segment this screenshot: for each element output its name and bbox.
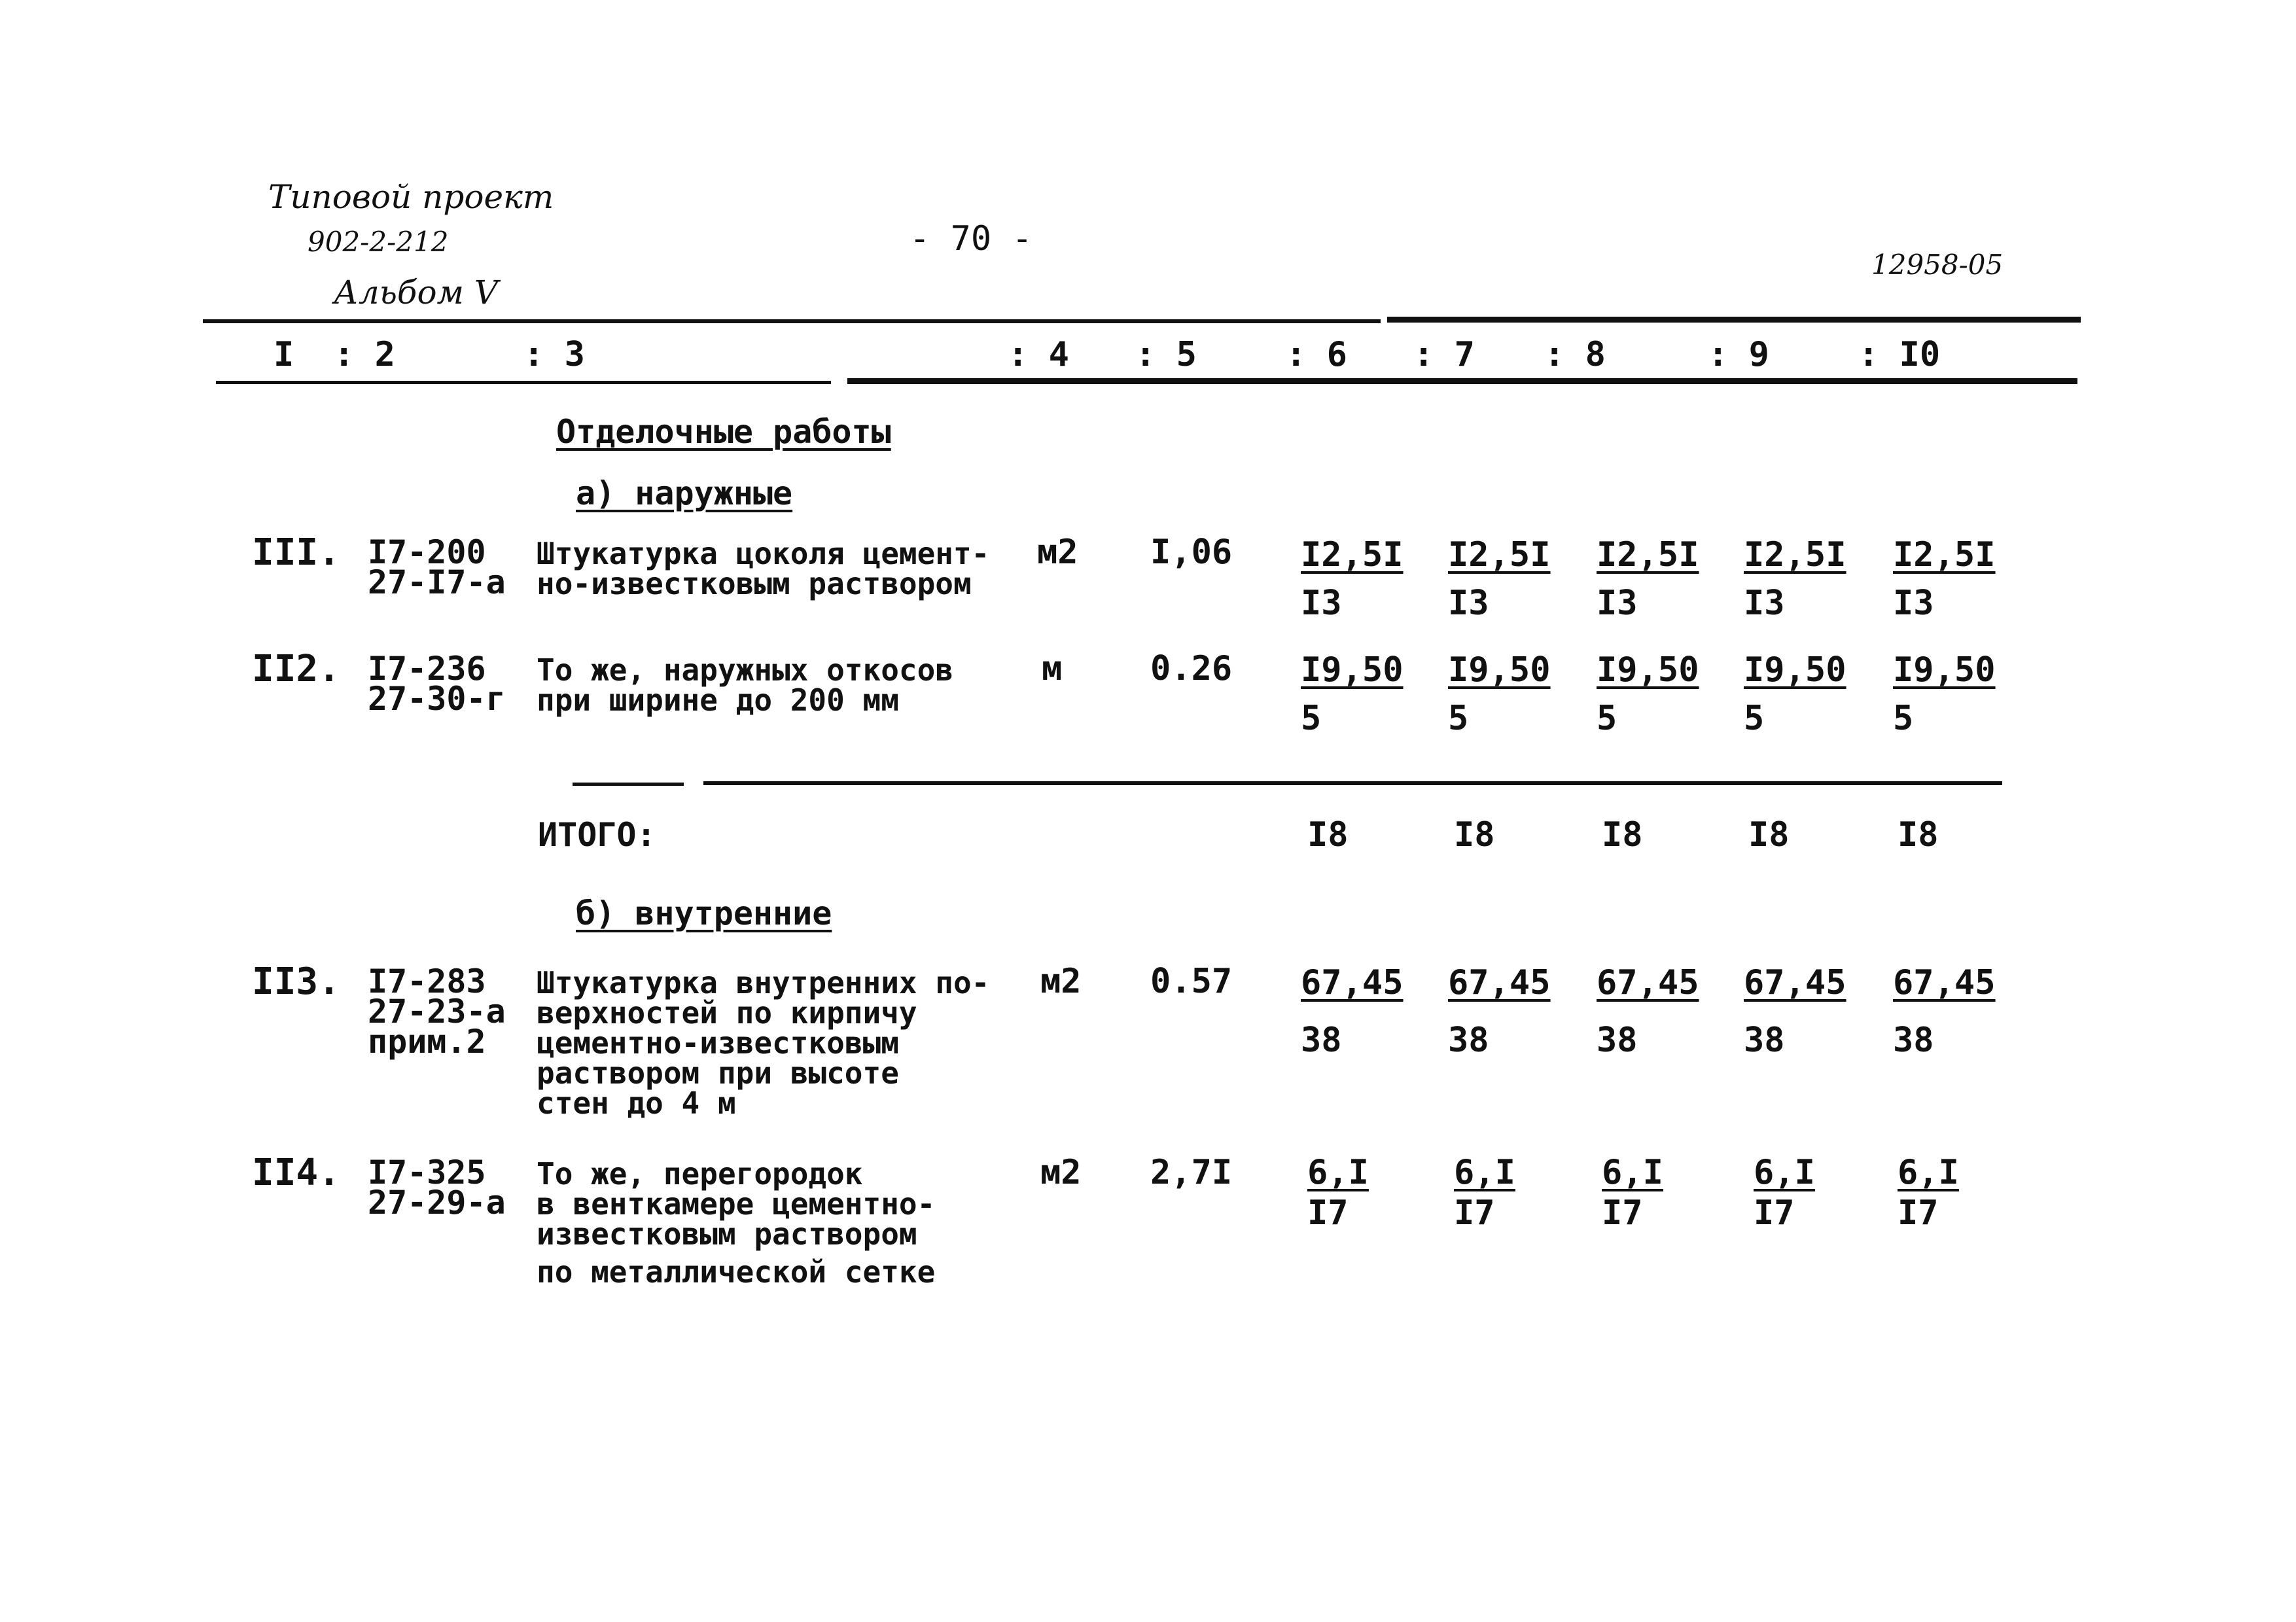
value-cell	[1744, 535, 1846, 623]
value-numerator: 6,I	[1898, 1153, 1959, 1192]
work-description-line: Штукатурка внутренних по-	[537, 965, 990, 1000]
column-header-3: : 3	[523, 335, 585, 374]
value-cell	[1602, 1153, 1663, 1233]
value-denominator: 38	[1597, 1021, 1638, 1060]
subtotal-rule-long	[703, 781, 2002, 785]
work-description-line: верхностей по кирпичу	[537, 995, 917, 1031]
top-rule-left	[203, 319, 1381, 323]
top-rule-right	[1387, 317, 2081, 323]
value-numerator: I2,5I	[1597, 535, 1699, 574]
value-denominator: 5	[1448, 699, 1469, 738]
rate-code: 27-30-г	[368, 680, 506, 718]
value-numerator: I2,5I	[1744, 535, 1846, 574]
value-cell	[1597, 535, 1699, 623]
total-label: ИТОГО:	[538, 816, 656, 854]
row-number: II2.	[252, 648, 340, 690]
work-description-line: известковым раствором	[537, 1216, 917, 1252]
quantity: 0.57	[1150, 962, 1233, 1001]
work-description-line: при ширине до 200 мм	[537, 682, 899, 718]
total-value: I8	[1748, 815, 1790, 855]
value-cell	[1597, 963, 1699, 1060]
unit: м	[1042, 649, 1063, 688]
value-cell	[1893, 650, 1996, 738]
value-numerator: 6,I	[1307, 1153, 1369, 1192]
row-number: II3.	[252, 961, 340, 1003]
value-cell	[1301, 535, 1404, 623]
value-cell	[1893, 535, 1996, 623]
value-numerator: I2,5I	[1301, 535, 1404, 574]
unit: м2	[1037, 533, 1078, 572]
value-denominator: 5	[1597, 699, 1617, 738]
work-description-line: То же, перегородок	[537, 1156, 863, 1191]
document-code: 12958-05	[1871, 249, 2004, 281]
stamp-project-title: Типовой проект	[268, 178, 554, 216]
column-header-8: : 8	[1544, 335, 1606, 374]
column-header-6: : 6	[1286, 335, 1347, 374]
value-denominator: 38	[1893, 1021, 1934, 1060]
value-numerator: 67,45	[1597, 963, 1699, 1002]
value-numerator: I2,5I	[1893, 535, 1996, 574]
column-header-10: : I0	[1858, 335, 1941, 374]
value-numerator: I9,50	[1744, 650, 1846, 690]
rate-code: I7-325	[368, 1154, 486, 1191]
rate-code: I7-236	[368, 650, 486, 688]
value-denominator: I7	[1307, 1193, 1349, 1233]
rate-code: I7-283	[368, 962, 486, 1000]
work-description-line: в венткамере цементно-	[537, 1186, 936, 1222]
subtotal-rule-short	[573, 783, 684, 786]
value-numerator: 67,45	[1301, 963, 1404, 1002]
value-cell	[1448, 650, 1551, 738]
work-description-line: То же, наружных откосов	[537, 652, 953, 688]
value-cell	[1744, 650, 1846, 738]
work-description-line: стен до 4 м	[537, 1085, 736, 1121]
row-number: III.	[252, 531, 340, 574]
section-heading-interior: б) внутренние	[576, 894, 832, 932]
total-value: I8	[1602, 815, 1643, 855]
work-description-line: Штукатурка цоколя цемент-	[537, 536, 990, 571]
total-value: I8	[1307, 815, 1349, 855]
section-heading-exterior: а) наружные	[576, 474, 793, 512]
value-numerator: 6,I	[1754, 1153, 1815, 1192]
rate-code: 27-I7-а	[368, 563, 506, 601]
value-cell	[1754, 1153, 1815, 1233]
value-denominator: 5	[1301, 699, 1322, 738]
quantity: 2,7I	[1150, 1153, 1233, 1192]
column-header-7: : 7	[1413, 335, 1475, 374]
value-denominator: 5	[1893, 699, 1914, 738]
unit: м2	[1040, 962, 1082, 1001]
value-numerator: I9,50	[1597, 650, 1699, 690]
value-numerator: 67,45	[1744, 963, 1846, 1002]
column-header-4: : 4	[1008, 335, 1069, 374]
value-denominator: I3	[1448, 584, 1489, 623]
stamp-album: Альбом V	[334, 273, 499, 311]
total-value: I8	[1898, 815, 1939, 855]
section-heading-finishing: Отделочные работы	[556, 413, 891, 451]
work-description-line: но-известковым раствором	[537, 566, 972, 601]
value-denominator: 5	[1744, 699, 1765, 738]
value-numerator: 67,45	[1448, 963, 1551, 1002]
value-cell	[1448, 963, 1551, 1060]
column-header-2: : 2	[334, 335, 395, 374]
value-denominator: 38	[1744, 1021, 1785, 1060]
column-header-9: : 9	[1708, 335, 1769, 374]
stamp-project-number: 902-2-212	[308, 226, 449, 258]
row-number: II4.	[252, 1152, 340, 1194]
total-value: I8	[1454, 815, 1495, 855]
rate-code: I7-200	[368, 533, 486, 571]
page-number: - 70 -	[910, 219, 1033, 258]
work-description-line: цементно-известковым	[537, 1025, 899, 1061]
value-cell	[1597, 650, 1699, 738]
value-numerator: 67,45	[1893, 963, 1996, 1002]
rate-code: 27-23-а	[368, 993, 506, 1031]
value-denominator: I7	[1602, 1193, 1643, 1233]
value-cell	[1893, 963, 1996, 1060]
value-denominator: I7	[1898, 1193, 1939, 1233]
value-denominator: I3	[1597, 584, 1638, 623]
value-cell	[1744, 963, 1846, 1060]
column-header-5: : 5	[1135, 335, 1197, 374]
rate-code: прим.2	[368, 1023, 486, 1061]
header-rule-left	[216, 381, 831, 384]
value-numerator: I9,50	[1893, 650, 1996, 690]
value-cell	[1898, 1153, 1959, 1233]
quantity: 0.26	[1150, 649, 1233, 688]
value-denominator: I3	[1301, 584, 1342, 623]
unit: м2	[1040, 1153, 1082, 1192]
value-cell	[1307, 1153, 1369, 1233]
value-denominator: I7	[1454, 1193, 1495, 1233]
value-numerator: I9,50	[1448, 650, 1551, 690]
value-numerator: I9,50	[1301, 650, 1404, 690]
value-numerator: 6,I	[1602, 1153, 1663, 1192]
rate-code: 27-29-а	[368, 1184, 506, 1222]
value-numerator: I2,5I	[1448, 535, 1551, 574]
value-denominator: I3	[1893, 584, 1934, 623]
column-header-1: I	[274, 335, 294, 374]
value-denominator: I7	[1754, 1193, 1795, 1233]
value-numerator: 6,I	[1454, 1153, 1515, 1192]
value-denominator: I3	[1744, 584, 1785, 623]
header-rule-right	[847, 378, 2077, 384]
value-cell	[1301, 650, 1404, 738]
quantity: I,06	[1150, 533, 1233, 572]
value-cell	[1448, 535, 1551, 623]
work-description-line: раствором при высоте	[537, 1055, 899, 1091]
value-cell	[1301, 963, 1404, 1060]
value-cell	[1454, 1153, 1515, 1233]
work-description-line: по металлической сетке	[537, 1254, 936, 1290]
value-denominator: 38	[1301, 1021, 1342, 1060]
value-denominator: 38	[1448, 1021, 1489, 1060]
